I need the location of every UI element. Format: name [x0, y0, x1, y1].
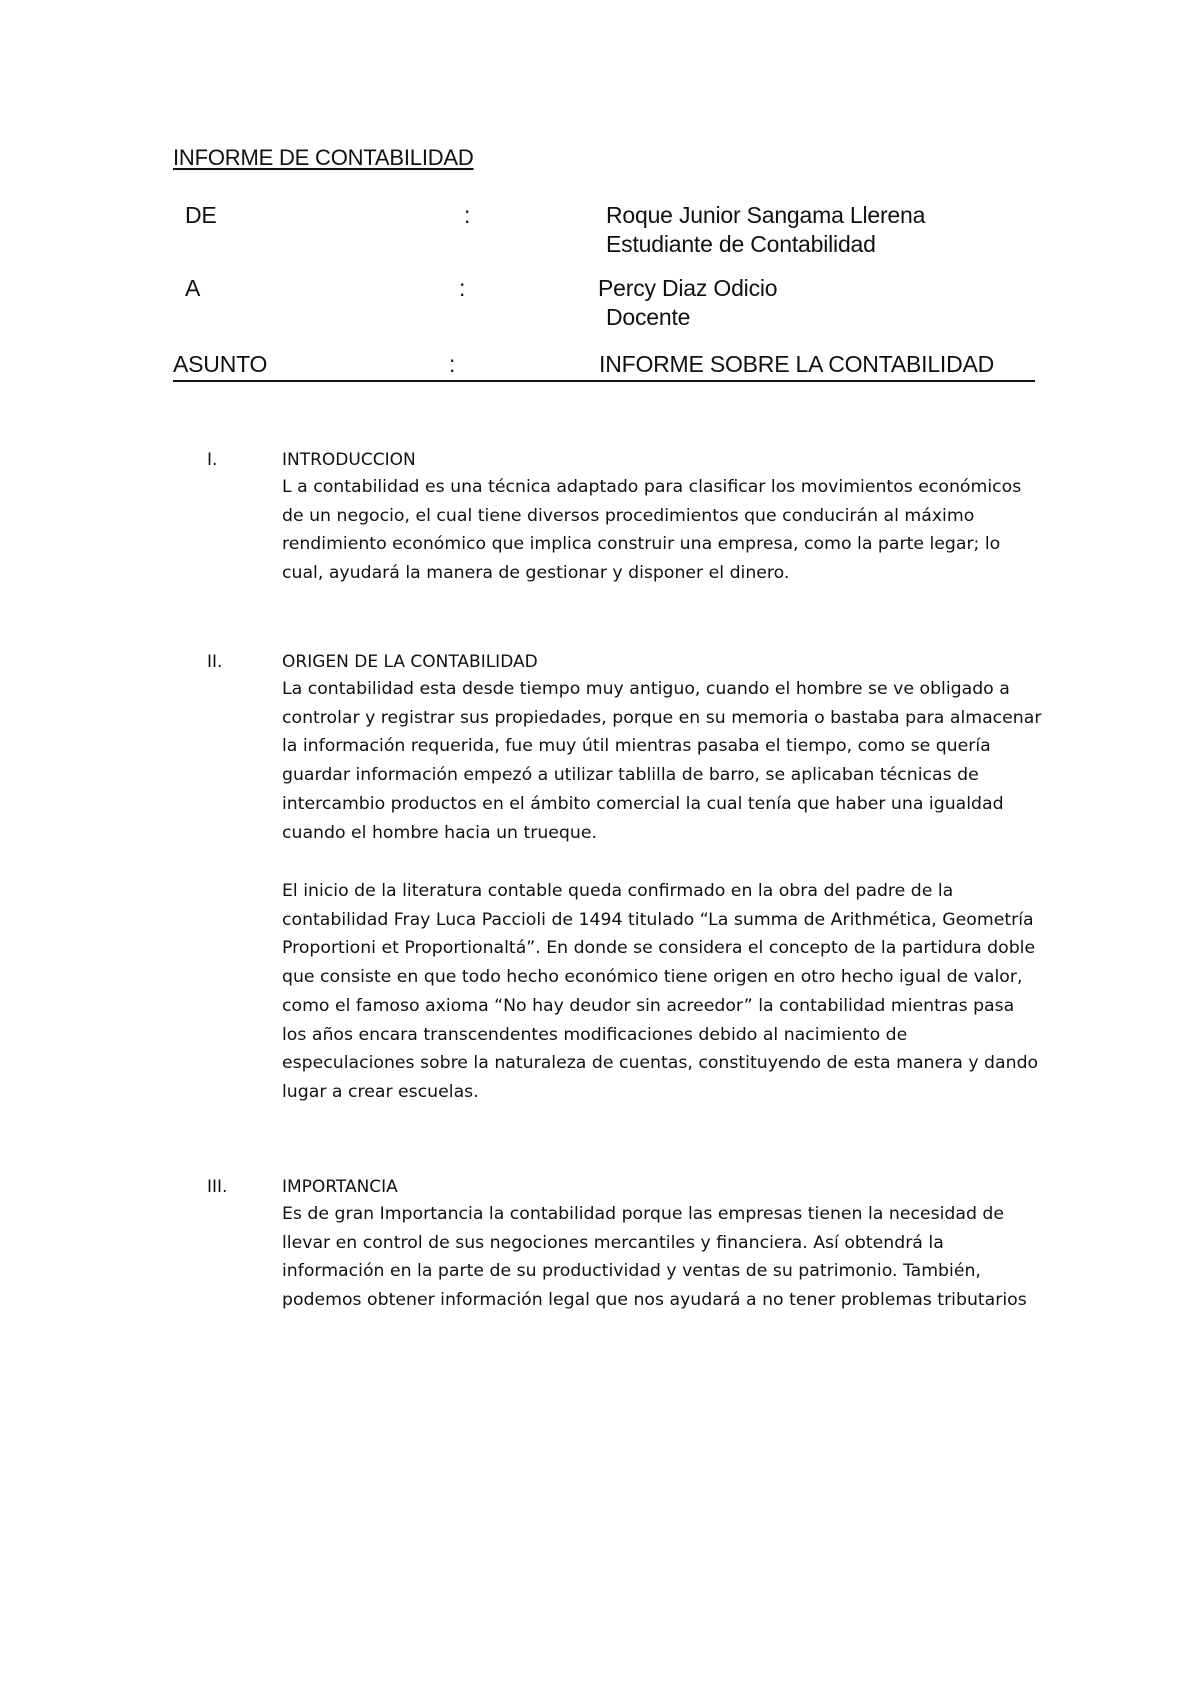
from-colon: : — [464, 202, 471, 228]
section-number: I. — [207, 450, 218, 470]
section-number: II. — [207, 652, 223, 672]
to-role: Docente — [606, 304, 691, 330]
subject-label: ASUNTO — [173, 351, 268, 377]
to-label: A — [185, 275, 201, 301]
section-heading: INTRODUCCION — [282, 450, 416, 470]
report-title: INFORME DE CONTABILIDAD — [173, 145, 474, 170]
section-heading: IMPORTANCIA — [282, 1177, 398, 1197]
to-name: Percy Diaz Odicio — [598, 275, 778, 301]
subject-value: INFORME SOBRE LA CONTABILIDAD — [599, 351, 995, 377]
section-heading: ORIGEN DE LA CONTABILIDAD — [282, 652, 538, 672]
section-paragraph: Es de gran Importancia la contabilidad porque las empresas tienen la necesidad de llevar en control de sus negociones mercantiles y financiera. Así obtendrá la información en la parte de su productividad y ventas de su patrimonio. También, podemos obtener información legal que nos ayudará a no tener problemas tributarios — [282, 1204, 1027, 1311]
from-role: Estudiante de Contabilidad — [606, 231, 876, 257]
from-label: DE — [185, 202, 217, 228]
header-divider — [173, 380, 1035, 382]
section-number: III. — [207, 1177, 228, 1197]
from-name: Roque Junior Sangama Llerena — [606, 202, 926, 228]
section-paragraph: El inicio de la literatura contable queda confirmado en la obra del padre de la contabilidad Fray Luca Paccioli de 1494 titulado “La summa de Arithmética, Geometría Proportioni et Proportionaltá”. En donde se considera el concepto de la partidura doble que consiste en que todo hecho económico tiene origen en otro hecho igual de valor, como el famoso axioma “No hay deudor sin acreedor” la contabilidad mientras pasa los años encara transcendentes modificaciones debido al nacimiento de especulaciones sobre la naturaleza de cuentas, constituyendo de esta manera y dando lugar a crear escuelas. — [282, 881, 1039, 1102]
subject-colon: : — [449, 351, 456, 377]
to-colon: : — [459, 275, 466, 301]
section-paragraph: L a contabilidad es una técnica adaptado para clasificar los movimientos económicos de un negocio, el cual tiene diversos procedimientos que conducirán al máximo rendimiento económico que implica construir una empresa, como la parte legar; lo cual, ayudará la manera de gestionar y disponer el dinero. — [282, 477, 1022, 584]
section-paragraph: La contabilidad esta desde tiempo muy antiguo, cuando el hombre se ve obligado a controlar y registrar sus propiedades, porque en su memoria o bastaba para almacenar la información requerida, fue muy útil mientras pasaba el tiempo, como se quería guardar información empezó a utilizar tablilla de barro, se aplicaban técnicas de intercambio productos en el ámbito comercial la cual tenía que haber una igualdad cuando el hombre hacia un trueque. — [282, 679, 1042, 843]
